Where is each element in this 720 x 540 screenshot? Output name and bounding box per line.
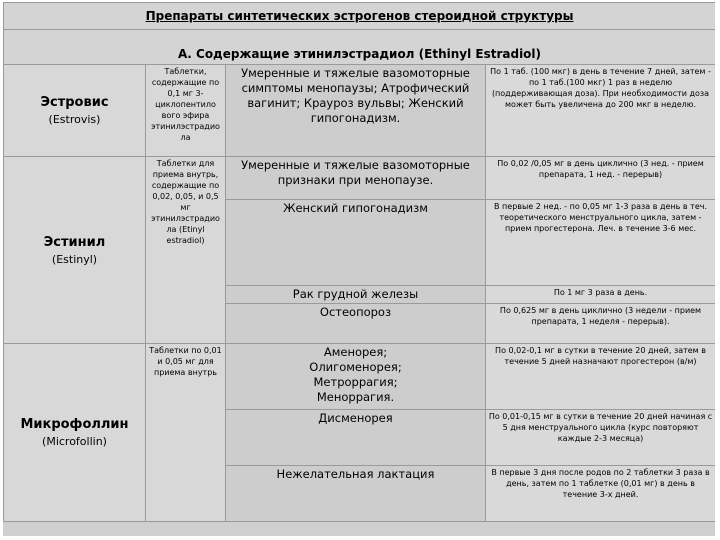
dosage: По 1 мг 3 раза в день. [486, 286, 716, 304]
dosage-form: Таблетки, содержащие по 0,1 мг 3-циклопентило вого эфира этинилэстрадио ла [146, 65, 226, 157]
drug-name: Эстинил [43, 234, 106, 250]
dosage-form: Таблетки для приема внутрь, содержащие по 0,02, 0,05, и 0,5 мг этинилэстрадио ла (Etinyl estradiol) [146, 157, 226, 344]
indication: Рак грудной железы [226, 286, 486, 304]
drug-cell-microfollin [4, 344, 146, 522]
section-heading: А. Содержащие этинилэстрадиол (Ethinyl Estradiol) [4, 30, 716, 65]
indication-line: Меноррагия. [316, 390, 395, 404]
indication [226, 344, 486, 410]
indication-line: Метроррагия; [313, 375, 398, 389]
indication: Остеопороз [226, 304, 486, 344]
table-row [4, 344, 716, 410]
indication: Дисменорея [226, 410, 486, 466]
indication: Умеренные и тяжелые вазомоторные симптомы менопаузы; Атрофический вагинит; Крауроз вульвы; Женский гипогонадизм. [226, 65, 486, 157]
drug-latin-name: (Estinyl) [51, 252, 98, 266]
drug-latin-name: (Estrovis) [48, 113, 101, 126]
title-row [4, 3, 716, 30]
indication: Женский гипогонадизм [226, 200, 486, 286]
dosage: В первые 3 дня после родов по 2 таблетки 3 раза в день, затем по 1 таблетке (0,01 мг) в день в течение 3-х дней. [486, 466, 716, 522]
table-title: Препараты синтетических эстрогенов стероидной структуры [4, 3, 716, 30]
indication: Умеренные и тяжелые вазомоторные признаки при менопаузе. [226, 157, 486, 200]
drug-latin-name: (Microfollin) [42, 435, 107, 448]
indication-line: Аменорея; [323, 345, 388, 359]
dosage-form: Таблетки по 0,01 и 0,05 мг для приема внутрь [146, 344, 226, 522]
estrogen-table [3, 2, 715, 522]
table-row [4, 65, 716, 157]
indication: Нежелательная лактация [226, 466, 486, 522]
dosage: В первые 2 нед. - по 0,05 мг 1-3 раза в день в теч. теоретического менструального цикла, затем - прием прогестерона. Леч. в течение 3-6 мес. [486, 200, 716, 286]
dosage: По 0,02 /0,05 мг в день циклично (3 нед. - прием препарата, 1 нед. - перерыв) [486, 157, 716, 200]
dosage: По 0,02-0,1 мг в сутки в течение 20 дней, затем в течение 5 дней назначают прогестерон (в/м) [486, 344, 716, 410]
drug-cell-estinyl [4, 157, 146, 344]
section-row [4, 30, 716, 65]
dosage: По 1 таб. (100 мкг) в день в течение 7 дней, затем - по 1 таб.(100 мкг) 1 раз в неделю (поддерживающая доза). При необходимости доза может быть увеличена до 200 мкг в неделю. [486, 65, 716, 157]
drug-name: Эстровис [40, 95, 109, 110]
dosage: По 0,01-0,15 мг в сутки в течение 20 дней начиная с 5 дня менструального цикла (курс повторяют каждые 2-3 месяца) [486, 410, 716, 466]
table-row [4, 157, 716, 200]
drug-cell-estrovis [4, 65, 146, 157]
document-frame [3, 2, 715, 536]
dosage: По 0,625 мг в день циклично (3 недели - прием препарата, 1 неделя - перерыв). [486, 304, 716, 344]
drug-name: Микрофоллин [20, 417, 129, 432]
indication-line: Олигоменорея; [309, 360, 402, 374]
